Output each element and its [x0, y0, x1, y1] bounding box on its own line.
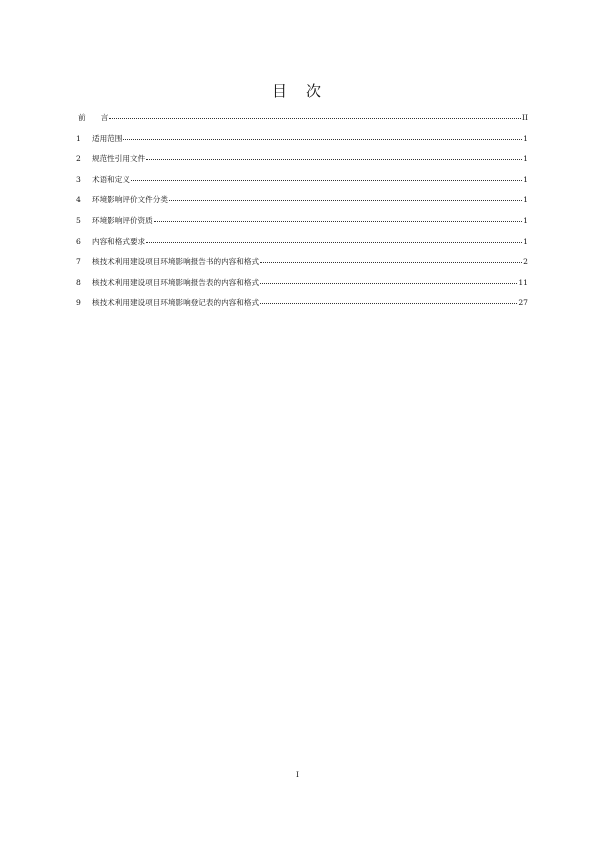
toc-entry-page: 1 — [523, 195, 528, 205]
toc-entry-7[interactable] — [76, 252, 528, 273]
toc-entry-number: 2 — [76, 154, 81, 164]
document-title: 目 次 — [271, 82, 323, 100]
toc-entry-label: 内容和格式要求 — [92, 236, 146, 246]
toc-entry-3[interactable] — [76, 170, 528, 191]
toc-entry-number: 3 — [76, 174, 81, 184]
toc-entry-1[interactable] — [76, 129, 528, 150]
toc-leader-dots — [154, 220, 522, 222]
toc-entry-label: 核技术利用建设项目环境影响报告表的内容和格式 — [92, 277, 260, 287]
toc-entry-number: 6 — [76, 236, 81, 246]
toc-leader-dots — [109, 117, 521, 119]
toc-entry-page: 1 — [523, 133, 528, 143]
toc-entry-2[interactable] — [76, 149, 528, 170]
toc-entry-label: 环境影响评价文件分类 — [92, 195, 168, 205]
toc-entry-label: 核技术利用建设项目环境影响登记表的内容和格式 — [92, 298, 260, 308]
toc-entry-page: 1 — [523, 154, 528, 164]
toc-entry-number: 7 — [76, 257, 81, 267]
toc-entry-4[interactable] — [76, 190, 528, 211]
toc-entry-label: 适用范围 — [92, 133, 123, 143]
toc-entry-label: 核技术利用建设项目环境影响报告书的内容和格式 — [92, 257, 260, 267]
toc-entry-label: 前 言 — [78, 113, 109, 122]
toc-entry-label: 规范性引用文件 — [92, 154, 146, 164]
toc-leader-dots — [260, 282, 517, 284]
table-of-contents — [76, 108, 528, 314]
toc-entry-preface[interactable] — [76, 108, 528, 129]
toc-entry-6[interactable] — [76, 232, 528, 253]
toc-entry-number: 5 — [76, 215, 81, 225]
toc-entry-page: 27 — [518, 298, 528, 308]
toc-leader-dots — [131, 179, 522, 181]
toc-entry-9[interactable] — [76, 293, 528, 314]
toc-leader-dots — [123, 138, 522, 140]
toc-leader-dots — [146, 241, 522, 243]
toc-entry-page: 2 — [523, 257, 528, 267]
toc-entry-label: 术语和定义 — [92, 174, 130, 184]
toc-entry-page: 11 — [518, 277, 528, 287]
toc-leader-dots — [146, 158, 522, 160]
toc-entry-page: 1 — [523, 236, 528, 246]
toc-entry-number: 1 — [76, 133, 81, 143]
toc-entry-page: II — [522, 113, 528, 122]
toc-leader-dots — [260, 302, 517, 304]
page-number: I — [296, 770, 299, 779]
toc-entry-label: 环境影响评价资质 — [92, 215, 153, 225]
toc-entry-number: 9 — [76, 298, 81, 308]
toc-leader-dots — [169, 199, 522, 201]
toc-entry-page: 1 — [523, 215, 528, 225]
toc-entry-5[interactable] — [76, 211, 528, 232]
toc-entry-8[interactable] — [76, 273, 528, 294]
toc-entry-page: 1 — [523, 174, 528, 184]
toc-entry-number: 8 — [76, 277, 81, 287]
toc-entry-number: 4 — [76, 195, 81, 205]
toc-leader-dots — [260, 261, 522, 263]
